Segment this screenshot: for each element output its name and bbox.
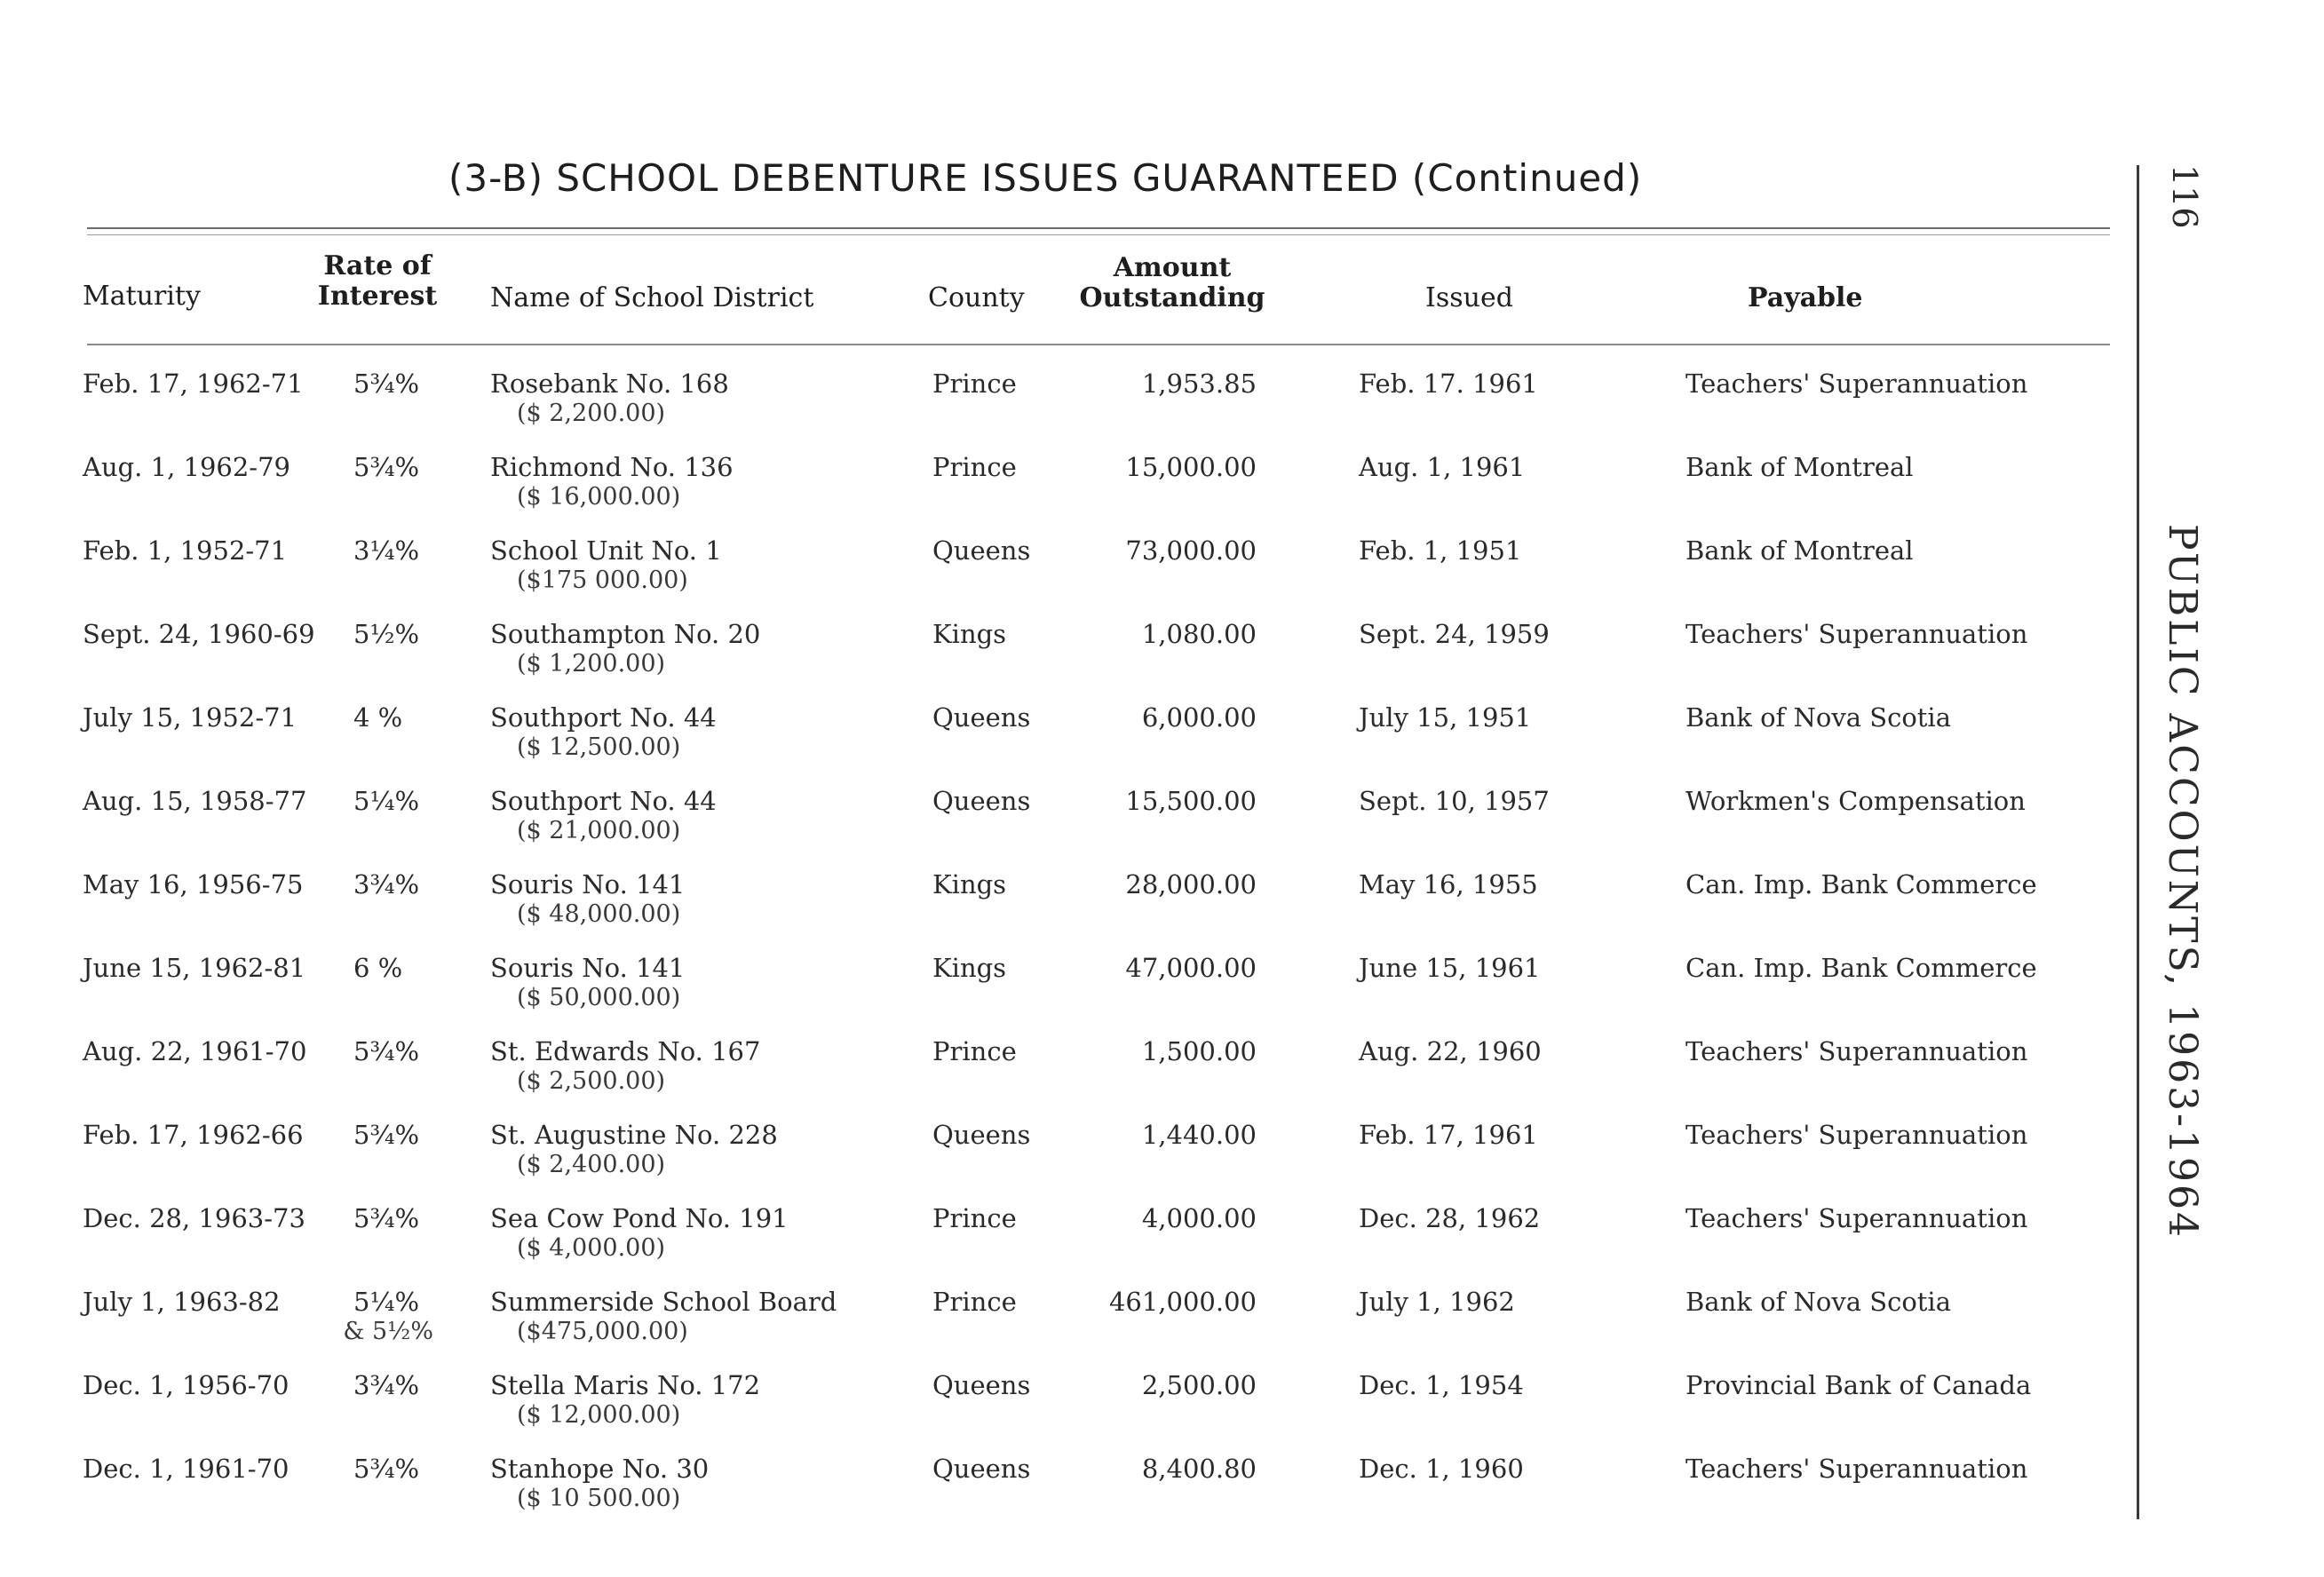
header-rate-line2: Interest [317, 281, 438, 312]
rate-cell: 4 % [353, 702, 403, 733]
rate-cell: 5¾% [353, 452, 420, 482]
payable-cell: Teachers' Superannuation [1685, 1203, 2028, 1233]
header-county: County [928, 282, 1025, 313]
district-name-cell: Southport No. 44 [490, 702, 717, 733]
payable-cell: Can. Imp. Bank Commerce [1685, 953, 2037, 983]
amount-cell: 2,500.00 [1141, 1370, 1257, 1400]
district-name-cell: Souris No. 141 [490, 869, 686, 899]
original-amount-cell: ($ 48,000.00) [517, 900, 681, 928]
payable-cell: Bank of Nova Scotia [1685, 702, 1951, 733]
title-rule-thin [87, 234, 2110, 235]
rate-cell: 3¾% [353, 1370, 420, 1400]
issued-cell: July 1, 1962 [1359, 1287, 1515, 1317]
issued-cell: Feb. 1, 1951 [1359, 535, 1522, 566]
original-amount-cell: ($ 10 500.00) [517, 1485, 681, 1512]
issued-cell: June 15, 1961 [1359, 953, 1541, 983]
county-cell: Queens [932, 1454, 1031, 1484]
county-cell: Queens [932, 1120, 1031, 1150]
rate-cell: 5¾% [353, 1036, 420, 1066]
payable-cell: Bank of Montreal [1685, 535, 1914, 566]
margin-rule [2137, 165, 2139, 1519]
header-maturity: Maturity [83, 281, 201, 312]
payable-cell: Provincial Bank of Canada [1685, 1370, 2032, 1400]
amount-cell: 8,400.80 [1141, 1454, 1257, 1484]
amount-cell: 461,000.00 [1108, 1287, 1257, 1317]
amount-cell: 28,000.00 [1125, 869, 1257, 899]
table-row [0, 1287, 2131, 1367]
amount-cell: 15,000.00 [1125, 452, 1257, 482]
rate-cell: 5¾% [353, 1454, 420, 1484]
original-amount-cell: ($ 1,200.00) [517, 650, 666, 678]
county-cell: Queens [932, 1370, 1031, 1400]
payable-cell: Bank of Nova Scotia [1685, 1287, 1951, 1317]
amount-cell: 1,080.00 [1141, 619, 1257, 649]
amount-cell: 15,500.00 [1125, 786, 1257, 816]
rate-cell-second: & 5½% [343, 1318, 433, 1345]
table-row [0, 368, 2131, 448]
rate-cell: 5¼% [353, 1287, 420, 1317]
district-name-cell: St. Edwards No. 167 [490, 1036, 761, 1066]
rate-cell: 5½% [353, 619, 420, 649]
district-name-cell: Sea Cow Pond No. 191 [490, 1203, 789, 1233]
original-amount-cell: ($ 12,000.00) [517, 1401, 681, 1429]
maturity-cell: Feb. 17, 1962-66 [83, 1120, 304, 1150]
payable-cell: Bank of Montreal [1685, 452, 1914, 482]
page-title: (3-B) SCHOOL DEBENTURE ISSUES GUARANTEED (Continued) [448, 156, 1643, 200]
amount-cell: 1,500.00 [1141, 1036, 1257, 1066]
district-name-cell: Southport No. 44 [490, 786, 717, 816]
maturity-cell: July 15, 1952-71 [83, 702, 297, 733]
table-row [0, 1036, 2131, 1116]
district-name-cell: Southampton No. 20 [490, 619, 761, 649]
issued-cell: Feb. 17, 1961 [1359, 1120, 1538, 1150]
table-row [0, 452, 2131, 532]
maturity-cell: Dec. 28, 1963-73 [83, 1203, 305, 1233]
issued-cell: Aug. 1, 1961 [1359, 452, 1526, 482]
district-name-cell: School Unit No. 1 [490, 535, 722, 566]
payable-cell: Teachers' Superannuation [1685, 1036, 2028, 1066]
county-cell: Kings [932, 619, 1007, 649]
district-name-cell: Stella Maris No. 172 [490, 1370, 761, 1400]
rate-cell: 5¼% [353, 786, 420, 816]
issued-cell: Sept. 10, 1957 [1359, 786, 1550, 816]
original-amount-cell: ($ 50,000.00) [517, 984, 681, 1011]
original-amount-cell: ($175 000.00) [517, 567, 688, 594]
issued-cell: Sept. 24, 1959 [1359, 619, 1550, 649]
original-amount-cell: ($475,000.00) [517, 1318, 688, 1345]
issued-cell: July 15, 1951 [1359, 702, 1532, 733]
header-rule [87, 344, 2110, 345]
county-cell: Prince [932, 1036, 1017, 1066]
amount-cell: 1,953.85 [1141, 368, 1257, 399]
maturity-cell: Aug. 15, 1958-77 [83, 786, 307, 816]
payable-cell: Teachers' Superannuation [1685, 619, 2028, 649]
maturity-cell: Dec. 1, 1961-70 [83, 1454, 290, 1484]
rate-cell: 6 % [353, 953, 403, 983]
table-row [0, 1370, 2131, 1450]
issued-cell: Aug. 22, 1960 [1359, 1036, 1542, 1066]
table-row [0, 786, 2131, 866]
rate-cell: 3¾% [353, 869, 420, 899]
rate-cell: 5¾% [353, 1120, 420, 1150]
payable-cell: Can. Imp. Bank Commerce [1685, 869, 2037, 899]
rate-cell: 3¼% [353, 535, 420, 566]
table-row [0, 1203, 2131, 1283]
original-amount-cell: ($ 2,400.00) [517, 1151, 666, 1178]
county-cell: Prince [932, 1287, 1017, 1317]
county-cell: Prince [932, 1203, 1017, 1233]
issued-cell: Dec. 28, 1962 [1359, 1203, 1541, 1233]
district-name-cell: Stanhope No. 30 [490, 1454, 710, 1484]
header-rate-line1: Rate of [323, 250, 432, 281]
district-name-cell: Souris No. 141 [490, 953, 686, 983]
table-row [0, 535, 2131, 615]
county-cell: Kings [932, 869, 1007, 899]
district-name-cell: Rosebank No. 168 [490, 368, 729, 399]
county-cell: Queens [932, 535, 1031, 566]
maturity-cell: Aug. 1, 1962-79 [83, 452, 291, 482]
amount-cell: 1,440.00 [1141, 1120, 1257, 1150]
amount-cell: 47,000.00 [1125, 953, 1257, 983]
original-amount-cell: ($ 16,000.00) [517, 483, 681, 511]
payable-cell: Teachers' Superannuation [1685, 368, 2028, 399]
original-amount-cell: ($ 2,500.00) [517, 1067, 666, 1095]
issued-cell: Dec. 1, 1960 [1359, 1454, 1524, 1484]
original-amount-cell: ($ 2,200.00) [517, 400, 666, 427]
header-amount-line1: Amount [1113, 252, 1232, 283]
maturity-cell: Aug. 22, 1961-70 [83, 1036, 307, 1066]
original-amount-cell: ($ 21,000.00) [517, 817, 681, 844]
table-row [0, 1454, 2131, 1533]
issued-cell: May 16, 1955 [1359, 869, 1538, 899]
maturity-cell: June 15, 1962-81 [83, 953, 306, 983]
maturity-cell: Feb. 17, 1962-71 [83, 368, 304, 399]
header-amount-line2: Outstanding [1079, 282, 1265, 313]
amount-cell: 73,000.00 [1125, 535, 1257, 566]
table-row [0, 619, 2131, 699]
county-cell: Prince [932, 368, 1017, 399]
payable-cell: Teachers' Superannuation [1685, 1120, 2028, 1150]
issued-cell: Feb. 17. 1961 [1359, 368, 1538, 399]
amount-cell: 6,000.00 [1141, 702, 1257, 733]
table-row [0, 702, 2131, 782]
county-cell: Queens [932, 702, 1031, 733]
maturity-cell: Dec. 1, 1956-70 [83, 1370, 290, 1400]
header-school-district: Name of School District [490, 282, 814, 313]
county-cell: Queens [932, 786, 1031, 816]
maturity-cell: May 16, 1956-75 [83, 869, 304, 899]
table-row [0, 869, 2131, 949]
county-cell: Prince [932, 452, 1017, 482]
maturity-cell: July 1, 1963-82 [83, 1287, 281, 1317]
original-amount-cell: ($ 4,000.00) [517, 1234, 666, 1262]
maturity-cell: Feb. 1, 1952-71 [83, 535, 288, 566]
page-number: 116 [2165, 164, 2204, 229]
header-payable: Payable [1748, 282, 1863, 313]
district-name-cell: St. Augustine No. 228 [490, 1120, 778, 1150]
payable-cell: Workmen's Compensation [1685, 786, 2026, 816]
district-name-cell: Summerside School Board [490, 1287, 837, 1317]
issued-cell: Dec. 1, 1954 [1359, 1370, 1524, 1400]
maturity-cell: Sept. 24, 1960-69 [83, 619, 315, 649]
header-issued: Issued [1425, 282, 1513, 313]
county-cell: Kings [932, 953, 1007, 983]
title-rule [87, 227, 2110, 229]
district-name-cell: Richmond No. 136 [490, 452, 734, 482]
table-row [0, 1120, 2131, 1200]
original-amount-cell: ($ 12,500.00) [517, 733, 681, 761]
amount-cell: 4,000.00 [1141, 1203, 1257, 1233]
rate-cell: 5¾% [353, 1203, 420, 1233]
table-row [0, 953, 2131, 1033]
payable-cell: Teachers' Superannuation [1685, 1454, 2028, 1484]
rate-cell: 5¾% [353, 368, 420, 399]
running-title: PUBLIC ACCOUNTS, 1963-1964 [2160, 524, 2205, 1240]
